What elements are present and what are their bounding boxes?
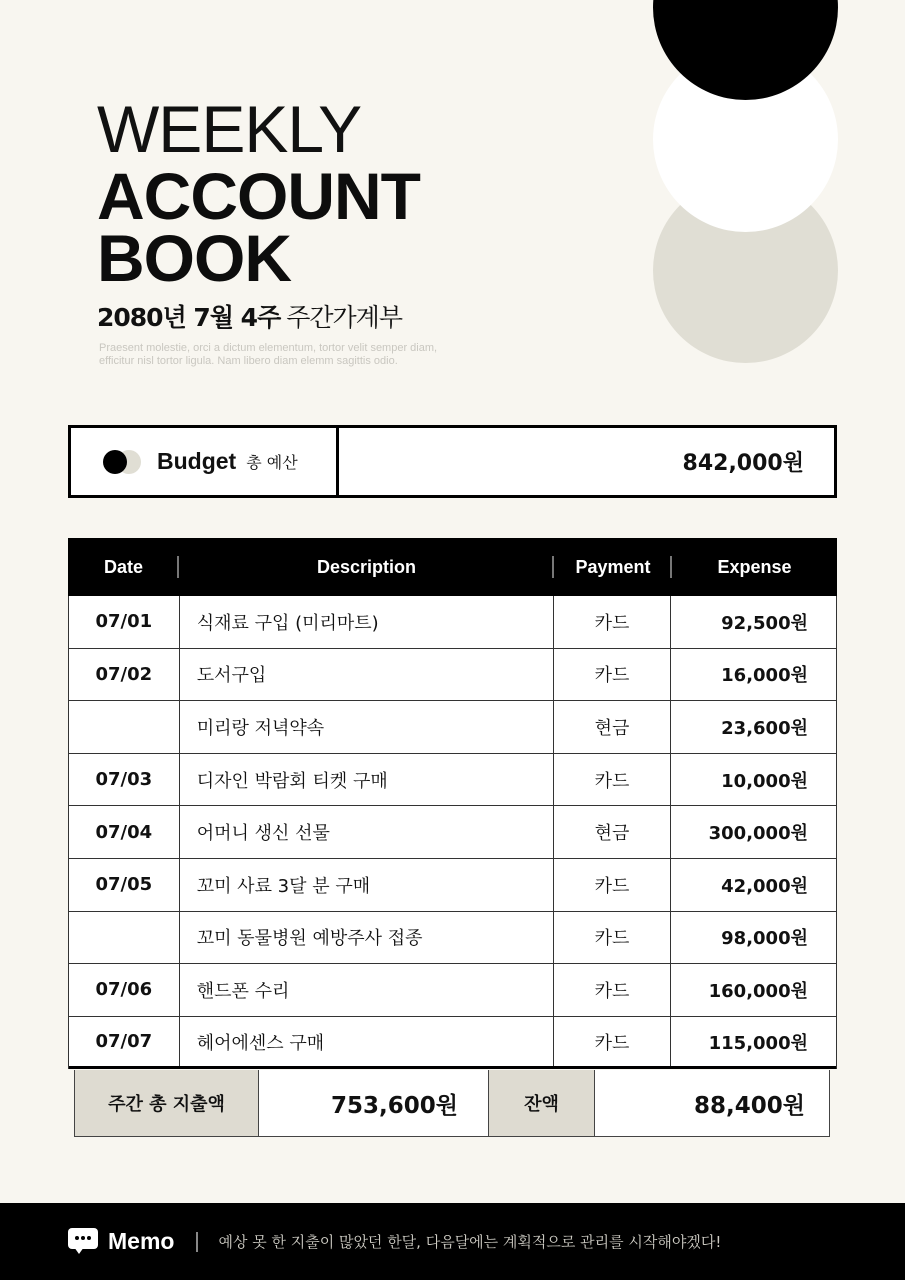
cell-date: 07/07	[69, 1017, 180, 1067]
placeholder-line-1: Praesent molestie, orci a dictum elementum, tortor velit semper diam,	[99, 342, 438, 354]
cell-date: 07/02	[69, 649, 180, 701]
cell-date: 07/04	[69, 806, 180, 858]
table-row	[69, 649, 836, 702]
budget-sublabel: 총 예산	[246, 453, 298, 472]
cell-date: 07/03	[69, 754, 180, 806]
total-spent-value: 753,600원	[259, 1070, 489, 1136]
budget-box	[68, 425, 837, 498]
table-body	[68, 596, 837, 1069]
cell-date: 07/05	[69, 859, 180, 911]
table-row	[69, 754, 836, 807]
cell-expense: 98,000원	[721, 928, 808, 950]
memo-text: 예상 못 한 지출이 많았던 한달, 다음달에는 계획적으로 관리를 시작해야겠다!	[218, 1233, 722, 1251]
memo-chat-icon	[68, 1228, 98, 1256]
page-subtitle	[97, 298, 402, 334]
cell-payment: 카드	[554, 754, 672, 806]
header-payment: Payment	[554, 557, 672, 578]
table-row	[69, 859, 836, 912]
placeholder-line-2: efficitur nisl tortor ligula. Nam libero diam elemm sagittis odio.	[99, 355, 398, 367]
cell-payment: 카드	[554, 596, 672, 648]
cell-description: 어머니 생신 선물	[180, 806, 554, 858]
cell-description: 꼬미 동물병원 예방주사 접종	[180, 912, 554, 964]
cell-description: 미리랑 저녁약속	[180, 701, 554, 753]
cell-description: 디자인 박람회 티켓 구매	[180, 754, 554, 806]
table-header	[68, 538, 837, 596]
subtitle-name: 주간가계부	[286, 303, 402, 332]
cell-payment: 현금	[554, 701, 672, 753]
table-row	[69, 701, 836, 754]
cell-expense: 115,000원	[708, 1032, 808, 1054]
subtitle-date: 2080년 7월 4주	[97, 303, 281, 332]
budget-amount: 842,000원	[682, 451, 804, 476]
table-row	[69, 964, 836, 1017]
cell-expense: 16,000원	[721, 665, 808, 687]
table-row	[69, 596, 836, 649]
budget-label-cell	[71, 428, 339, 495]
cell-date	[69, 701, 180, 753]
cell-payment: 현금	[554, 806, 672, 858]
cell-description: 도서구입	[180, 649, 554, 701]
title-main	[97, 159, 420, 295]
balance-label: 잔액	[489, 1070, 595, 1136]
title-weekly: WEEKLY	[97, 92, 362, 166]
cell-date	[69, 912, 180, 964]
cell-expense: 10,000원	[721, 770, 808, 792]
cell-description: 꼬미 사료 3달 분 구매	[180, 859, 554, 911]
totals-row	[74, 1070, 830, 1137]
budget-dots-icon	[103, 450, 145, 474]
cell-date: 07/06	[69, 964, 180, 1016]
cell-payment: 카드	[554, 964, 672, 1016]
cell-date: 07/01	[69, 596, 180, 648]
header-date: Date	[68, 557, 179, 578]
title-book: BOOK	[97, 221, 291, 295]
title-account: ACCOUNT	[97, 159, 420, 233]
expense-table	[68, 538, 837, 1069]
cell-description: 헤어에센스 구매	[180, 1017, 554, 1067]
cell-payment: 카드	[554, 649, 672, 701]
total-spent-label: 주간 총 지출액	[75, 1070, 259, 1136]
cell-expense: 42,000원	[721, 875, 808, 897]
cell-description: 식재료 구입 (미리마트)	[180, 596, 554, 648]
balance-value: 88,400원	[694, 1092, 805, 1119]
budget-label: Budget	[157, 448, 237, 474]
table-row	[69, 806, 836, 859]
cell-payment: 카드	[554, 1017, 672, 1067]
cell-expense: 23,600원	[721, 717, 808, 739]
table-row	[69, 1017, 836, 1070]
cell-payment: 카드	[554, 859, 672, 911]
cell-payment: 카드	[554, 912, 672, 964]
memo-label: Memo	[108, 1228, 175, 1254]
memo-divider	[196, 1232, 198, 1252]
table-row	[69, 912, 836, 965]
cell-expense: 160,000원	[708, 980, 808, 1002]
header-description: Description	[179, 557, 554, 578]
placeholder-text	[99, 342, 549, 368]
cell-expense: 92,500원	[721, 612, 808, 634]
cell-description: 핸드폰 수리	[180, 964, 554, 1016]
header-expense: Expense	[717, 556, 792, 577]
cell-expense: 300,000원	[708, 823, 808, 845]
memo-footer	[0, 1203, 905, 1280]
